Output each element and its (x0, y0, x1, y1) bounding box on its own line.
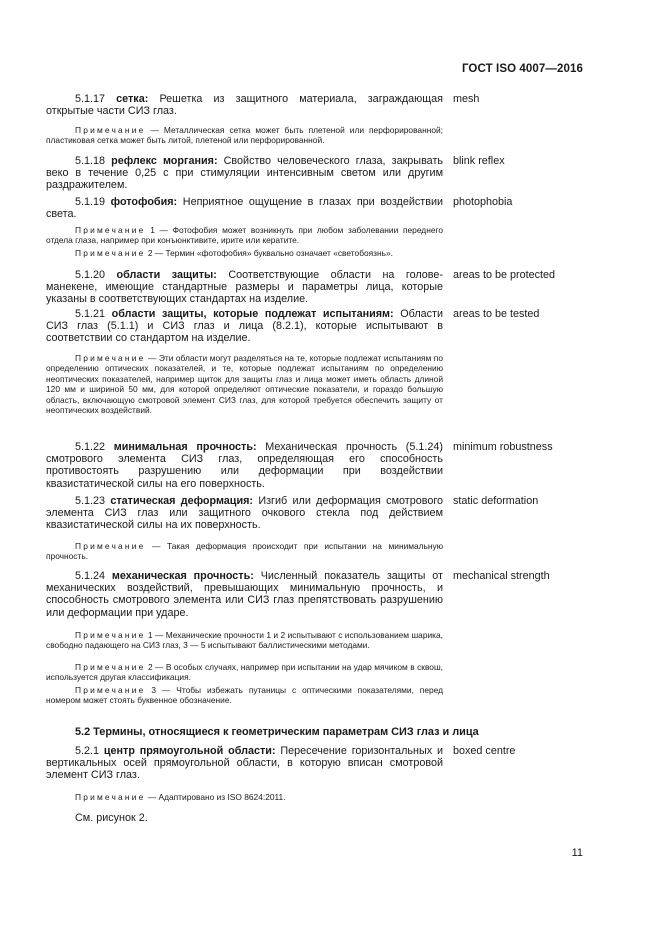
english-term: areas to be tested (453, 308, 540, 320)
term-name: статическая деформация: (110, 495, 253, 507)
note: Примечание 2 — В особых случаях, например при испытании на удар мячиком в сквош, используется другая классификация. (46, 662, 444, 683)
note: Примечание 1 — Фотофобия может возникнуть при любом заболевании переднего отдела глаза, например при конъюнктивите, ирите или кератите. (46, 225, 444, 246)
term-text: Неприятное ощущение в глазах при воздействии света. (46, 196, 444, 221)
note: Примечание 2 — Термин «фотофобия» буквально означает «светобоязнь». (75, 248, 393, 258)
note: Примечание 1 — Механические прочности 1 и 2 испытывают с использованием шарика, свободно падающего на СИЗ глаз, 3 — 5 испытывают баллистическими методами. (46, 630, 443, 651)
term-definition (46, 93, 443, 117)
note: Примечание — Адаптировано из ISO 8624:2011. (75, 792, 286, 802)
term-text: Решетка из защитного материала, заграждающая открытые части СИЗ глаз. (46, 93, 443, 118)
term-text: Изгиб или деформация смотрового элемента СИЗ глаз или защитного очкового стекла под действием квазистатической силы на их поверхность. (46, 495, 444, 532)
term-text: Свойство человеческого глаза, закрывать веко в течение 0,25 с при стимуляции интенсивным светом или другим раздражителем. (46, 155, 444, 192)
term-number: 5.2.1 (75, 745, 100, 757)
term-number: 5.1.20 (75, 269, 106, 281)
term-definition (46, 269, 443, 306)
note: Примечание 3 — Чтобы избежать путаницы с оптическими показателями, перед номером может стоять буквенное обозначение. (46, 685, 444, 706)
term-number: 5.1.17 (75, 93, 106, 105)
english-term: blink reflex (453, 155, 505, 167)
term-text: Механическая прочность (5.1.24) смотрового элемента СИЗ глаз, определяющая его способность противостоять разрушению или деформации при воздействии квазистатической силы на его поверхность. (46, 441, 444, 490)
term-entry-photophobia (46, 196, 586, 220)
term-name: центр прямоугольной области: (103, 745, 276, 757)
term-definition (46, 196, 443, 220)
term-entry-mechanical-strength (46, 570, 586, 619)
term-name: области защиты: (116, 269, 217, 281)
term-entry-areas-tested (46, 308, 586, 345)
term-entry-mesh (46, 93, 586, 117)
term-number: 5.1.24 (75, 570, 106, 582)
note: Примечание — Металлическая сетка может быть плетеной или перфорированной; пластиковая сетка может быть литой, плетеной или перфорированной. (46, 125, 443, 146)
english-term: mesh (453, 93, 480, 105)
term-text: Численный показатель защиты от механических воздействий, превышающих минимальную прочность, и способность смотрового элемента или СИЗ глаз препятствовать разрушению или деформации при ударе. (46, 570, 443, 619)
term-entry-blink-reflex (46, 155, 586, 192)
figure-reference: См. рисунок 2. (75, 812, 148, 824)
page-number: 11 (571, 847, 583, 859)
document-header: ГОСТ ISO 4007—2016 (461, 63, 583, 75)
term-entry-static-deformation (46, 495, 586, 532)
term-definition (46, 441, 443, 490)
term-definition (46, 308, 443, 345)
term-definition (46, 155, 443, 192)
term-definition (46, 745, 443, 782)
english-term: areas to be protected (453, 269, 556, 281)
term-number: 5.1.21 (75, 308, 106, 320)
note: Примечание — Эти области могут разделяться на те, которые подлежат испытаниям по определению оптических показателей, и те, которые подлежат испытаниям по определению неоптических показателей, например щиток для защиты глаз и лица может иметь область длиной 120 мм и шириной 50 мм, для которой определяют оптические показатели, и гораздо большую область, включающую смотровой элемент СИЗ глаз, для которой требуется обеспечить защиту от неоптических воздействий. (46, 353, 443, 416)
term-text: Пересечение горизонтальных и вертикальных осей прямоугольной области, в которую вписан смотровой элемент СИЗ глаз. (46, 745, 443, 782)
english-term: photophobia (453, 196, 513, 208)
english-term: mechanical strength (453, 570, 550, 582)
english-term: boxed centre (453, 745, 516, 757)
term-number: 5.1.22 (75, 441, 106, 453)
term-number: 5.1.19 (75, 196, 106, 208)
term-definition (46, 495, 443, 532)
term-text: Области СИЗ глаз (5.1.1) и СИЗ глаз и лица (8.2.1), которые испытывают в соответствии со стандартом на изделие. (46, 308, 443, 345)
term-number: 5.1.23 (75, 495, 106, 507)
term-definition (46, 570, 443, 619)
term-name: сетка: (116, 93, 149, 105)
term-entry-areas-protected (46, 269, 586, 306)
english-term: minimum robustness (453, 441, 553, 453)
term-entry-boxed-centre (46, 745, 586, 782)
english-term: static deformation (453, 495, 539, 507)
section-heading: 5.2 Термины, относящиеся к геометрическим параметрам СИЗ глаз и лица (75, 726, 479, 738)
note: Примечание — Такая деформация происходит при испытании на минимальную прочность. (46, 541, 444, 562)
term-number: 5.1.18 (75, 155, 106, 167)
term-entry-minimum-robustness (46, 441, 586, 490)
term-name: области защиты, которые подлежат испытаниям: (111, 308, 394, 320)
term-name: механическая прочность: (111, 570, 254, 582)
term-name: минимальная прочность: (113, 441, 257, 453)
term-name: рефлекс моргания: (111, 155, 218, 167)
term-text: Соответствующие области на голове-манекене, имеющие стандартные размеры и параметры лица, которые указаны в соответствующих стандартах на изделие. (46, 269, 444, 306)
term-name: фотофобия: (110, 196, 178, 208)
